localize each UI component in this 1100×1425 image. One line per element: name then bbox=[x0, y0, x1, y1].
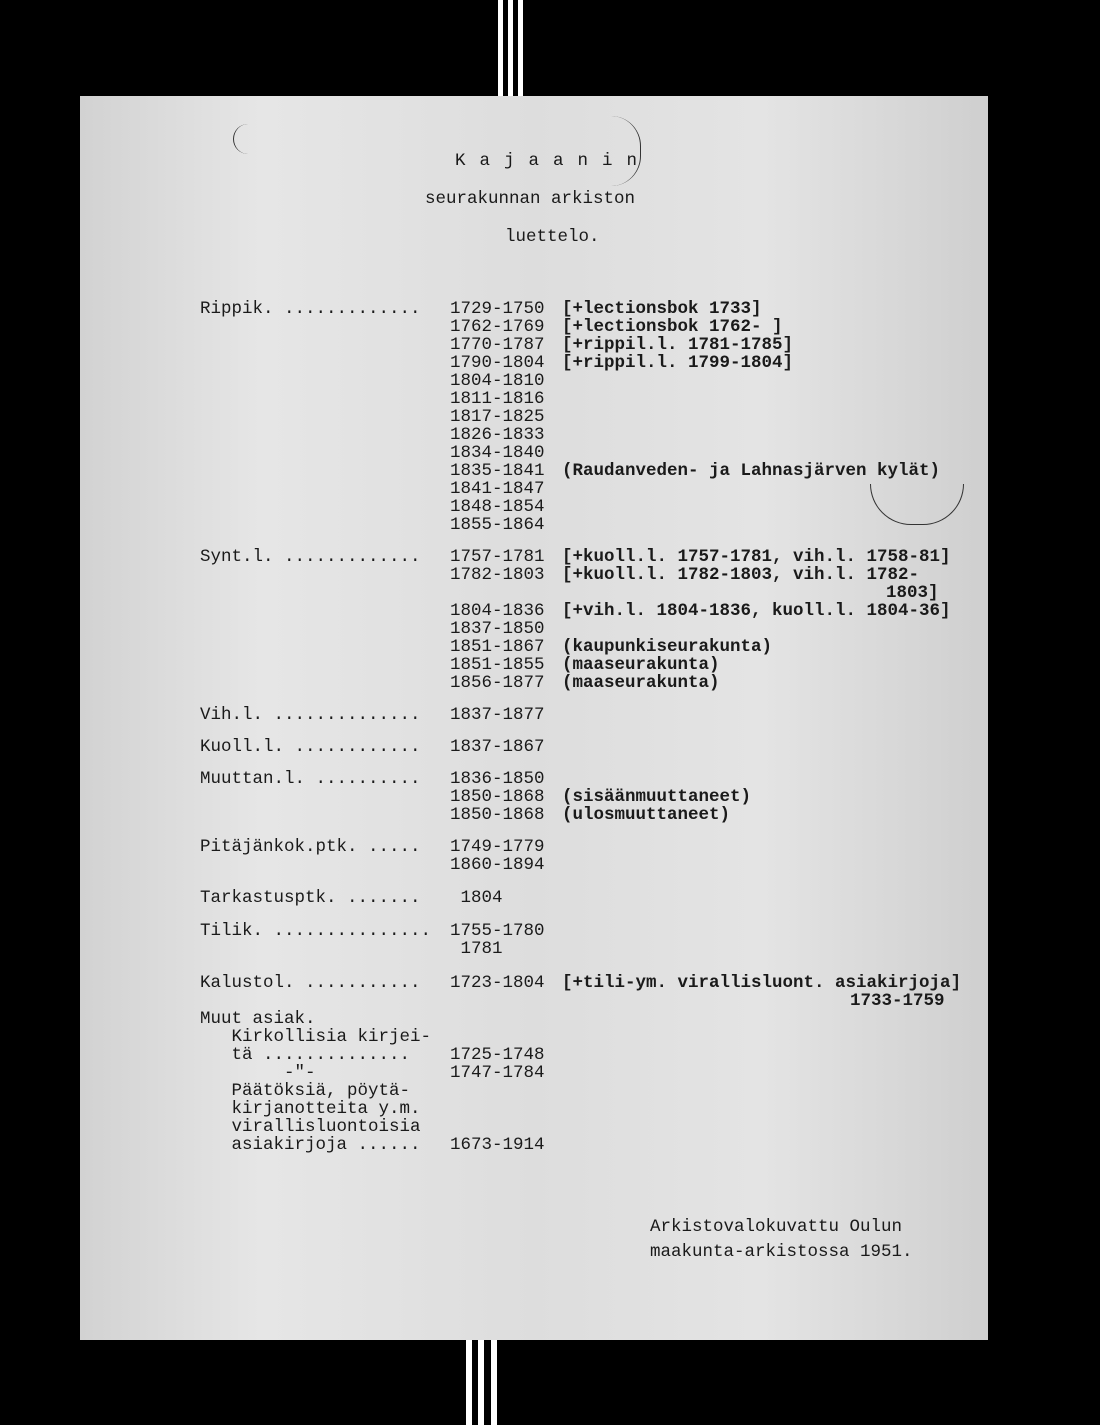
row-label: Kuoll.l. ............ bbox=[200, 737, 421, 757]
row-years: 1851-1867 bbox=[450, 637, 545, 657]
row-label: Pitäjänkok.ptk. ..... bbox=[200, 837, 421, 857]
row-label: -"- bbox=[200, 1063, 316, 1083]
row-years: 1804-1810 bbox=[450, 371, 545, 391]
pen-mark-bracket bbox=[233, 124, 258, 154]
row-note: [+lectionsbok 1733] bbox=[562, 299, 762, 319]
row-years: 1749-1779 bbox=[450, 837, 545, 857]
film-strip-top-right bbox=[518, 0, 523, 96]
row-note: (maaseurakunta) bbox=[562, 673, 720, 693]
row-years: 1770-1787 bbox=[450, 335, 545, 355]
row-note: [+kuoll.l. 1757-1781, vih.l. 1758-81] bbox=[562, 547, 951, 567]
row-years: 1826-1833 bbox=[450, 425, 545, 445]
document-page bbox=[80, 96, 988, 1340]
title-line-3: luettelo. bbox=[505, 227, 600, 247]
row-years: 1851-1855 bbox=[450, 655, 545, 675]
row-note: (Raudanveden- ja Lahnasjärven kylät) bbox=[562, 461, 941, 481]
row-years: 1835-1841 bbox=[450, 461, 545, 481]
row-years: 1855-1864 bbox=[450, 515, 545, 535]
row-label: Synt.l. ............. bbox=[200, 547, 421, 567]
row-label: Tilik. ............... bbox=[200, 921, 432, 941]
footer-line-1: Arkistovalokuvattu Oulun bbox=[650, 1217, 903, 1237]
row-label: asiakirjoja ...... bbox=[200, 1135, 421, 1155]
film-strip-top-left bbox=[498, 0, 503, 96]
row-years: 1837-1850 bbox=[450, 619, 545, 639]
row-years: 1673-1914 bbox=[450, 1135, 545, 1155]
row-note: (ulosmuuttaneet) bbox=[562, 805, 731, 825]
row-note: [+kuoll.l. 1782-1803, vih.l. 1782- bbox=[562, 565, 920, 585]
row-years: 1848-1854 bbox=[450, 497, 545, 517]
row-note: (maaseurakunta) bbox=[562, 655, 720, 675]
row-label: Kirkollisia kirjei- bbox=[200, 1027, 432, 1047]
row-note: [+vih.l. 1804-1836, kuoll.l. 1804-36] bbox=[562, 601, 951, 621]
footer-line-2: maakunta-arkistossa 1951. bbox=[650, 1242, 913, 1262]
row-years: 1757-1781 bbox=[450, 547, 545, 567]
row-years: 1841-1847 bbox=[450, 479, 545, 499]
row-label: Päätöksiä, pöytä- bbox=[200, 1081, 411, 1101]
row-years: 1782-1803 bbox=[450, 565, 545, 585]
row-years: 1729-1750 bbox=[450, 299, 545, 319]
row-label: Muuttan.l. .......... bbox=[200, 769, 421, 789]
row-note: [+tili-ym. virallisluont. asiakirjoja] bbox=[562, 973, 962, 993]
row-note: [+rippil.l. 1781-1785] bbox=[562, 335, 794, 355]
row-years: 1834-1840 bbox=[450, 443, 545, 463]
row-years: 1725-1748 bbox=[450, 1045, 545, 1065]
row-note: [+rippil.l. 1799-1804] bbox=[562, 353, 794, 373]
row-label: Tarkastusptk. ....... bbox=[200, 888, 421, 908]
title-line-2: seurakunnan arkiston bbox=[425, 189, 636, 209]
row-label: Rippik. ............. bbox=[200, 299, 421, 319]
film-strip-bottom-right bbox=[491, 1340, 497, 1425]
row-label: Muut asiak. bbox=[200, 1009, 316, 1029]
film-strip-bottom-mid bbox=[478, 1340, 484, 1425]
row-years: 1837-1877 bbox=[450, 705, 545, 725]
row-years: 1850-1868 bbox=[450, 805, 545, 825]
row-years: 1837-1867 bbox=[450, 737, 545, 757]
film-strip-top-mid bbox=[508, 0, 513, 96]
row-years: 1804-1836 bbox=[450, 601, 545, 621]
row-years: 1755-1780 bbox=[450, 921, 545, 941]
row-years: 1836-1850 bbox=[450, 769, 545, 789]
film-strip-bottom-left bbox=[466, 1340, 472, 1425]
title-line-1: Kajaanin bbox=[455, 151, 652, 171]
row-label: Kalustol. ........... bbox=[200, 973, 421, 993]
row-years: 1804 bbox=[450, 888, 503, 908]
row-years: 1790-1804 bbox=[450, 353, 545, 373]
row-note: 1803] bbox=[886, 583, 939, 603]
row-years: 1723-1804 bbox=[450, 973, 545, 993]
row-note: 1733-1759 bbox=[850, 991, 945, 1011]
row-note: (sisäänmuuttaneet) bbox=[562, 787, 752, 807]
row-years: 1811-1816 bbox=[450, 389, 545, 409]
row-label: virallisluontoisia bbox=[200, 1117, 421, 1137]
row-years: 1781 bbox=[450, 939, 503, 959]
row-years: 1850-1868 bbox=[450, 787, 545, 807]
row-label: Vih.l. .............. bbox=[200, 705, 421, 725]
row-years: 1817-1825 bbox=[450, 407, 545, 427]
row-years: 1762-1769 bbox=[450, 317, 545, 337]
row-years: 1856-1877 bbox=[450, 673, 545, 693]
row-note: (kaupunkiseurakunta) bbox=[562, 637, 773, 657]
row-years: 1747-1784 bbox=[450, 1063, 545, 1083]
row-note: [+lectionsbok 1762- ] bbox=[562, 317, 783, 337]
row-label: kirjanotteita y.m. bbox=[200, 1099, 421, 1119]
pen-mark-loop bbox=[870, 484, 964, 525]
row-years: 1860-1894 bbox=[450, 855, 545, 875]
row-label: tä .............. bbox=[200, 1045, 411, 1065]
